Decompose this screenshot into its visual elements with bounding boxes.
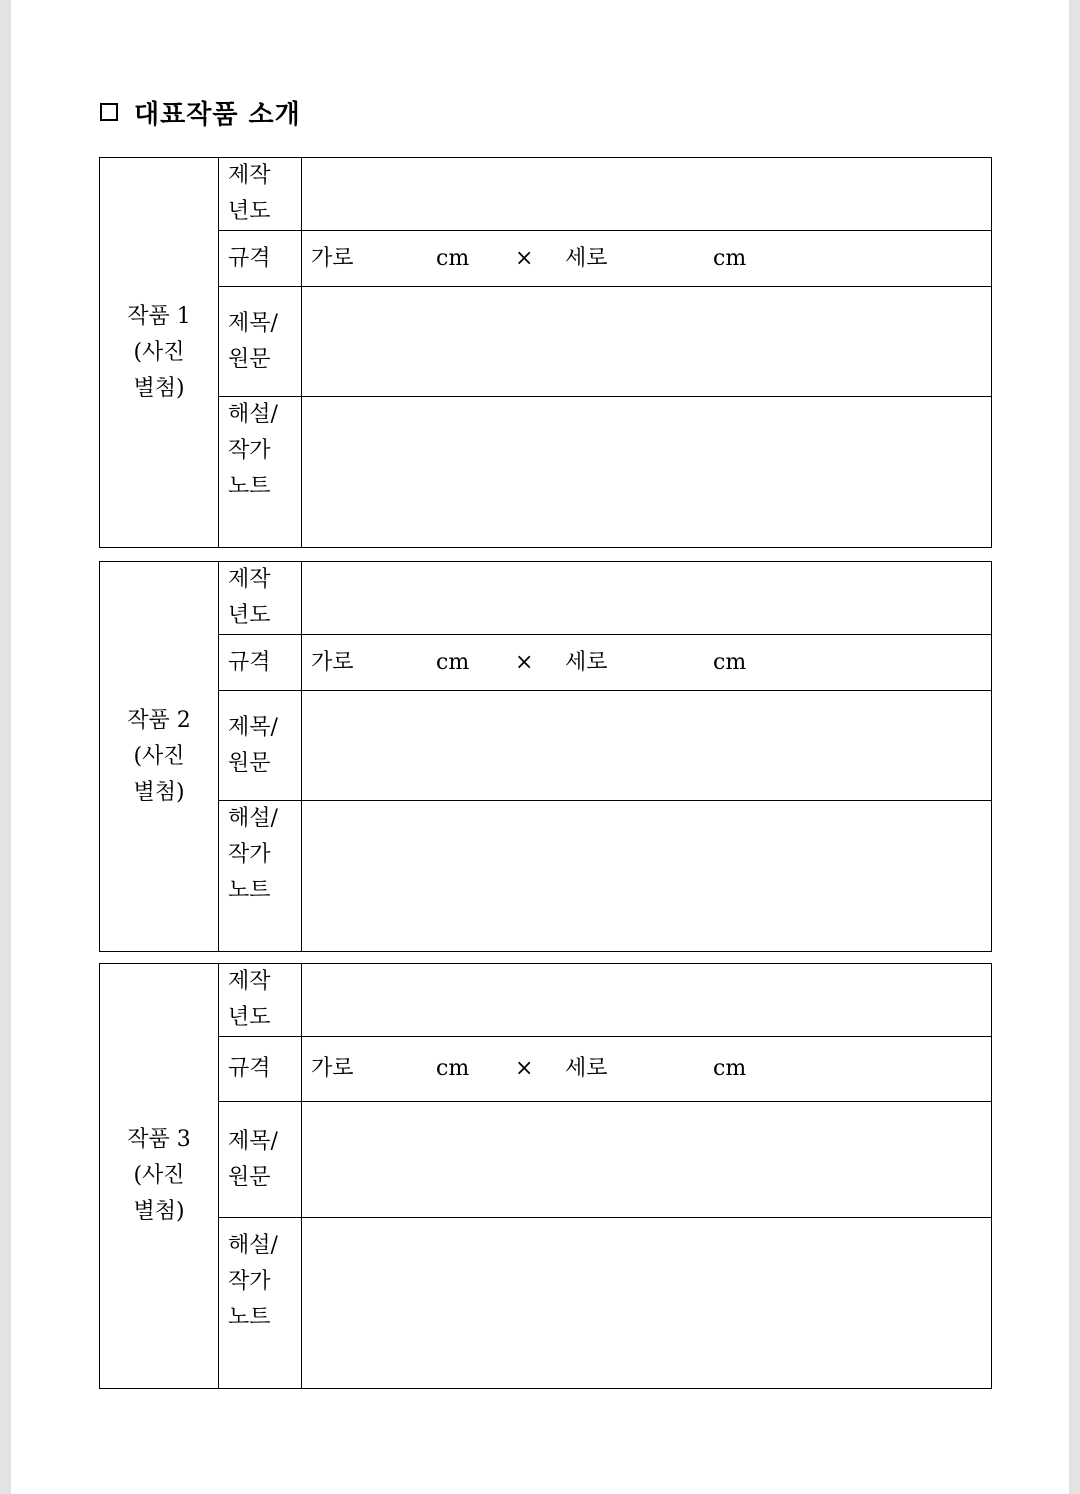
note-label-line: 작가: [228, 438, 271, 463]
year-label-line: 년도: [228, 199, 271, 224]
spec-label-cell: [219, 635, 302, 691]
year-input-cell[interactable]: [302, 562, 992, 635]
spec-input-cell[interactable]: [302, 231, 992, 287]
note-input-cell[interactable]: [302, 1218, 992, 1389]
year-label-cell: [219, 562, 302, 635]
note-label-line: 노트: [228, 1305, 271, 1330]
title-label-line: 원문: [228, 346, 271, 372]
height-label: 세로: [565, 649, 608, 675]
year-label-line: 제작: [228, 567, 271, 592]
note-input-cell[interactable]: [302, 801, 992, 952]
title-label-line: 원문: [228, 1164, 271, 1190]
year-input-cell[interactable]: [302, 158, 992, 231]
title-input-cell[interactable]: [302, 1102, 992, 1218]
document-page: [11, 0, 1069, 1494]
times-sign: ×: [515, 649, 534, 675]
note-label-line: 노트: [228, 878, 271, 903]
spec-label-cell: [219, 1037, 302, 1102]
work-table-3: [99, 963, 992, 1389]
work-label-line: (사진: [133, 1163, 185, 1188]
work-label-line: 별첨): [133, 779, 185, 805]
work-label-line: (사진: [133, 743, 185, 769]
note-label-line: 작가: [228, 842, 271, 867]
title-label-line: 제목/: [228, 310, 278, 336]
title-label-line: 제목/: [228, 714, 278, 740]
title-label-cell: [219, 1102, 302, 1218]
section-heading-text: 대표작품 소개: [134, 99, 301, 130]
work-label-cell: [100, 562, 219, 952]
section-heading: [100, 94, 301, 130]
spec-label-cell: [219, 231, 302, 287]
work-label-cell: [100, 964, 219, 1389]
height-label: 세로: [565, 245, 608, 271]
width-label: 가로: [311, 649, 354, 675]
width-label: 가로: [311, 1056, 354, 1081]
title-input-cell[interactable]: [302, 287, 992, 397]
title-label-line: 제목/: [228, 1128, 278, 1154]
times-sign: ×: [515, 245, 534, 271]
note-label-cell: [219, 397, 302, 548]
times-sign: ×: [515, 1056, 534, 1081]
year-label-line: 제작: [228, 163, 271, 188]
note-label-line: 작가: [228, 1269, 271, 1294]
height-unit: cm: [713, 1056, 747, 1081]
work-table-2: [99, 561, 992, 952]
work-label-line: 별첨): [133, 375, 185, 401]
note-label-cell: [219, 1218, 302, 1389]
note-label-cell: [219, 801, 302, 952]
note-input-cell[interactable]: [302, 397, 992, 548]
title-label-cell: [219, 287, 302, 397]
width-unit: cm: [436, 649, 470, 675]
width-unit: cm: [436, 1056, 470, 1081]
spec-label: 규격: [228, 245, 271, 271]
spec-label: 규격: [228, 1056, 271, 1081]
height-unit: cm: [713, 649, 747, 675]
work-label-line: 작품 1: [127, 303, 191, 329]
year-label-line: 제작: [228, 969, 271, 994]
title-label-line: 원문: [228, 750, 271, 776]
note-label-line: 해설/: [228, 806, 278, 831]
year-label-cell: [219, 964, 302, 1037]
work-table-1: [99, 157, 992, 548]
work-label-line: 작품 2: [127, 707, 191, 733]
work-label-line: 작품 3: [127, 1127, 191, 1152]
checkbox-icon: [100, 103, 118, 121]
spec-input-cell[interactable]: [302, 635, 992, 691]
work-label-line: (사진: [133, 339, 185, 365]
work-label-cell: [100, 158, 219, 548]
width-unit: cm: [436, 245, 470, 271]
height-unit: cm: [713, 245, 747, 271]
title-input-cell[interactable]: [302, 691, 992, 801]
year-label-line: 년도: [228, 603, 271, 628]
year-input-cell[interactable]: [302, 964, 992, 1037]
year-label-line: 년도: [228, 1005, 271, 1030]
spec-input-cell[interactable]: [302, 1037, 992, 1102]
width-label: 가로: [311, 245, 354, 271]
work-label-line: 별첨): [133, 1199, 185, 1224]
height-label: 세로: [565, 1056, 608, 1081]
year-label-cell: [219, 158, 302, 231]
note-label-line: 해설/: [228, 1233, 278, 1258]
spec-label: 규격: [228, 649, 271, 675]
title-label-cell: [219, 691, 302, 801]
note-label-line: 노트: [228, 474, 271, 499]
note-label-line: 해설/: [228, 402, 278, 427]
